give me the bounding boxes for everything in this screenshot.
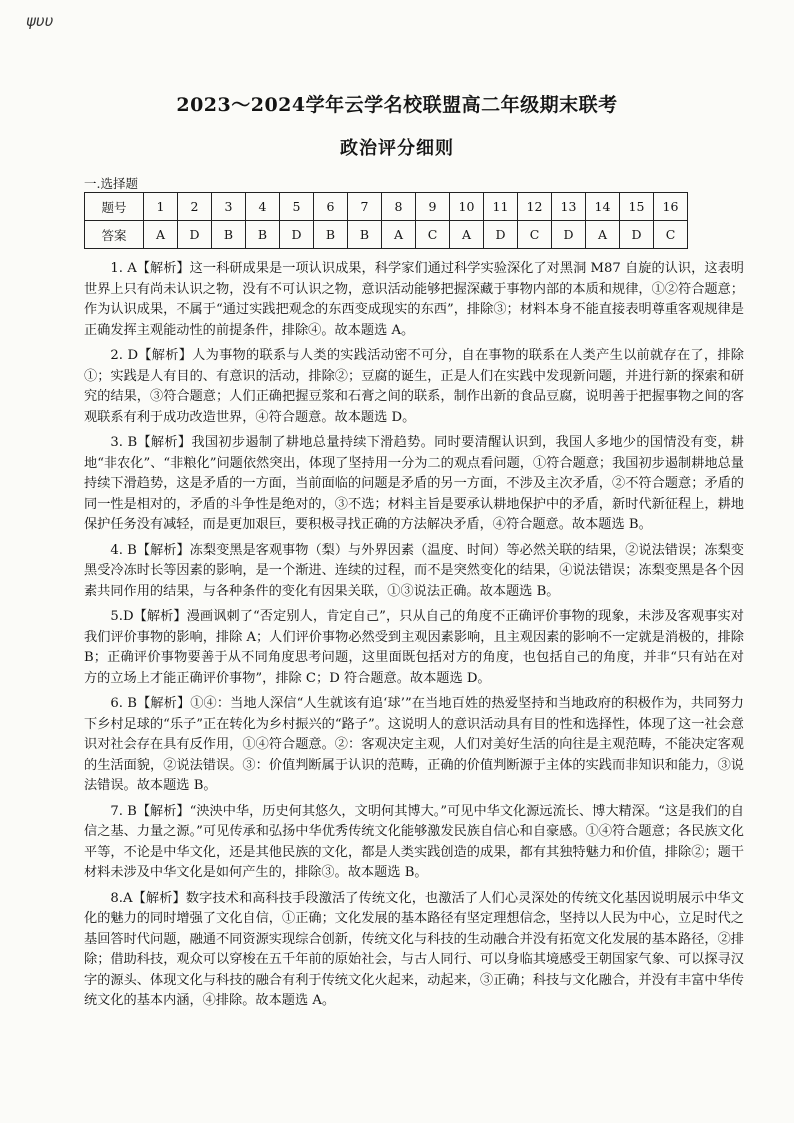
explanation-paragraph: 4. B【解析】冻梨变黑是客观事物（梨）与外界因素（温度、时间）等必然关联的结果，②说法错误；冻梨变黑受冷冻时长等因素的影响，是一个渐进、连续的过程，而不是突然变化的结果，④说法错误；冻梨变黑是各个因素共同作用的结果，与各种条件的变化有因果关联，①③说法正确。故本题选 B。	[84, 542, 744, 599]
question-number: 16	[654, 193, 688, 221]
answer-cell: C	[518, 221, 552, 249]
question-number: 8	[382, 193, 416, 221]
page-title: 2023～2024学年云学名校联盟高二年级期末联考	[176, 94, 618, 116]
row-header: 答案	[85, 221, 144, 249]
question-number: 5	[280, 193, 314, 221]
answer-table	[84, 192, 688, 249]
answer-cell: D	[484, 221, 518, 249]
handwritten-note: ψυυ	[26, 12, 54, 30]
explanation-paragraph: 6. B【解析】①④：当地人深信“人生就该有追‘球’”在当地百姓的热爱坚持和当地政府的积极作为，共同努力下乡村足球的“乐子”正在转化为乡村振兴的“路子”。这说明人的意识活动具有目的性和选择性，体现了这一社会意识对社会存在具有反作用，①④符合题意。②：客观决定主观，人们对美好生活的向往是主观范畴，不能决定客观的生活面貌，②说法错误。③：价值判断属于认识的范畴，正确的价值判断源于主体的实践而非知识和能力，③说法错误。故本题选 B。	[84, 696, 744, 793]
row-header: 题号	[85, 193, 144, 221]
explanations	[84, 259, 744, 1017]
answer-cell: A	[382, 221, 416, 249]
question-number: 13	[552, 193, 586, 221]
answer-cell: C	[654, 221, 688, 249]
explanation-paragraph: 3. B【解析】我国初步遏制了耕地总量持续下滑趋势。同时要清醒认识到，我国人多地少的国情没有变，耕地“非农化”、“非粮化”问题依然突出，体现了坚持用一分为二的观点看问题，①符合题意；我国初步遏制耕地总量持续下滑趋势，这是矛盾的一方面，当前面临的问题是矛盾的另一方面，不涉及主次矛盾，②不符合题意；矛盾的同一性是相对的，矛盾的斗争性是绝对的，③不选；材料主旨是要承认耕地保护中的矛盾，新时代新征程上，耕地保护任务没有减轻，而是更加艰巨，要积极寻找正确的方法解决矛盾，④符合题意。故本题选 B。	[84, 435, 744, 532]
answer-cell: B	[212, 221, 246, 249]
question-number: 9	[416, 193, 450, 221]
page-subtitle: 政治评分细则	[340, 138, 454, 159]
question-number: 11	[484, 193, 518, 221]
explanation-paragraph: 7. B【解析】“泱泱中华，历史何其悠久，文明何其博大。”可见中华文化源远流长、博大精深。“这是我们的自信之基、力量之源。”可见传承和弘扬中华优秀传统文化能够激发民族自信心和自豪感。①④符合题意；各民族文化平等，不论是中华文化，还是其他民族的文化，都是人类实践创造的成果，都有其独特魅力和价值，排除②；题干材料未涉及中华文化是如何产生的，排除③。故本题选 B。	[84, 803, 744, 880]
question-number: 15	[620, 193, 654, 221]
explanation-paragraph: 5.D【解析】漫画讽刺了“否定别人，肯定自己”，只从自己的角度不正确评价事物的现象，未涉及客观事实对我们评价事物的影响，排除 A；人们评价事物必然受到主观因素影响，且主观因素的影响不一定就是消极的，排除 B；正确评价事物要善于从不同角度思考问题，这里面既包括对方的角度，也包括自己的角度，并非“只有站在对方的立场上才能正确评价事物”，排除 C；D 符合题意。故本题选 D。	[84, 609, 744, 686]
question-number: 10	[450, 193, 484, 221]
question-number: 12	[518, 193, 552, 221]
answer-cell: B	[246, 221, 280, 249]
question-number: 4	[246, 193, 280, 221]
question-number: 2	[178, 193, 212, 221]
question-number: 7	[348, 193, 382, 221]
explanation-paragraph: 2. D【解析】人为事物的联系与人类的实践活动密不可分，自在事物的联系在人类产生以前就存在了，排除①；实践是人有目的、有意识的活动，排除②；豆腐的诞生，正是人们在实践中发现新问题，并进行新的探索和研究的结果，③符合题意；人们正确把握豆浆和石膏之间的联系，制作出新的食品豆腐，说明善于把握事物之间的客观联系有利于成功改造世界，④符合题意。故本题选 D。	[84, 348, 744, 425]
question-number: 14	[586, 193, 620, 221]
explanation-paragraph: 8.A【解析】数字技术和高科技手段激活了传统文化，也激活了人们心灵深处的传统文化基因说明展示中华文化的魅力的同时增强了文化自信，①正确；文化发展的基本路径有坚定理想信念，坚持以人民为中心，立足时代之基回答时代问题，融通不同资源实现综合创新，传统文化与科技的生动融合并没有拓宽文化发展的基本路径，②排除；借助科技，观众可以穿梭在五千年前的原始社会，与古人同行、可以身临其境感受王朝国家气象、可以探寻汉字的源头、体现文化与科技的融合有利于传统文化火起来，动起来，③正确；科技与文化融合，并没有丰富中华传统文化的基本内涵，④排除。故本题选 A。	[84, 890, 744, 1008]
answer-cell: A	[586, 221, 620, 249]
question-number: 3	[212, 193, 246, 221]
answer-cell: A	[144, 221, 178, 249]
explanation-paragraph: 1. A【解析】这一科研成果是一项认识成果，科学家们通过科学实验深化了对黑洞 M87 自旋的认识，这表明世界上只有尚未认识之物，没有不可认识之物，意识活动能够把握深藏于事物内部的本质和规律，①②符合题意；作为认识成果，不属于“通过实践把观念的东西变成现实的东西”，排除③；材料本身不能直接表明尊重客观规律是正确发挥主观能动性的前提条件，排除④。故本题选 A。	[84, 261, 744, 338]
answer-cell: B	[348, 221, 382, 249]
question-number: 1	[144, 193, 178, 221]
answer-cell: D	[620, 221, 654, 249]
answer-table-answer-row	[85, 221, 688, 249]
section-label: 一.选择题	[84, 176, 138, 191]
answer-cell: C	[416, 221, 450, 249]
answer-cell: D	[280, 221, 314, 249]
answer-cell: D	[552, 221, 586, 249]
question-number: 6	[314, 193, 348, 221]
answer-table-number-row	[85, 193, 688, 221]
answer-cell: B	[314, 221, 348, 249]
answer-cell: A	[450, 221, 484, 249]
answer-cell: D	[178, 221, 212, 249]
